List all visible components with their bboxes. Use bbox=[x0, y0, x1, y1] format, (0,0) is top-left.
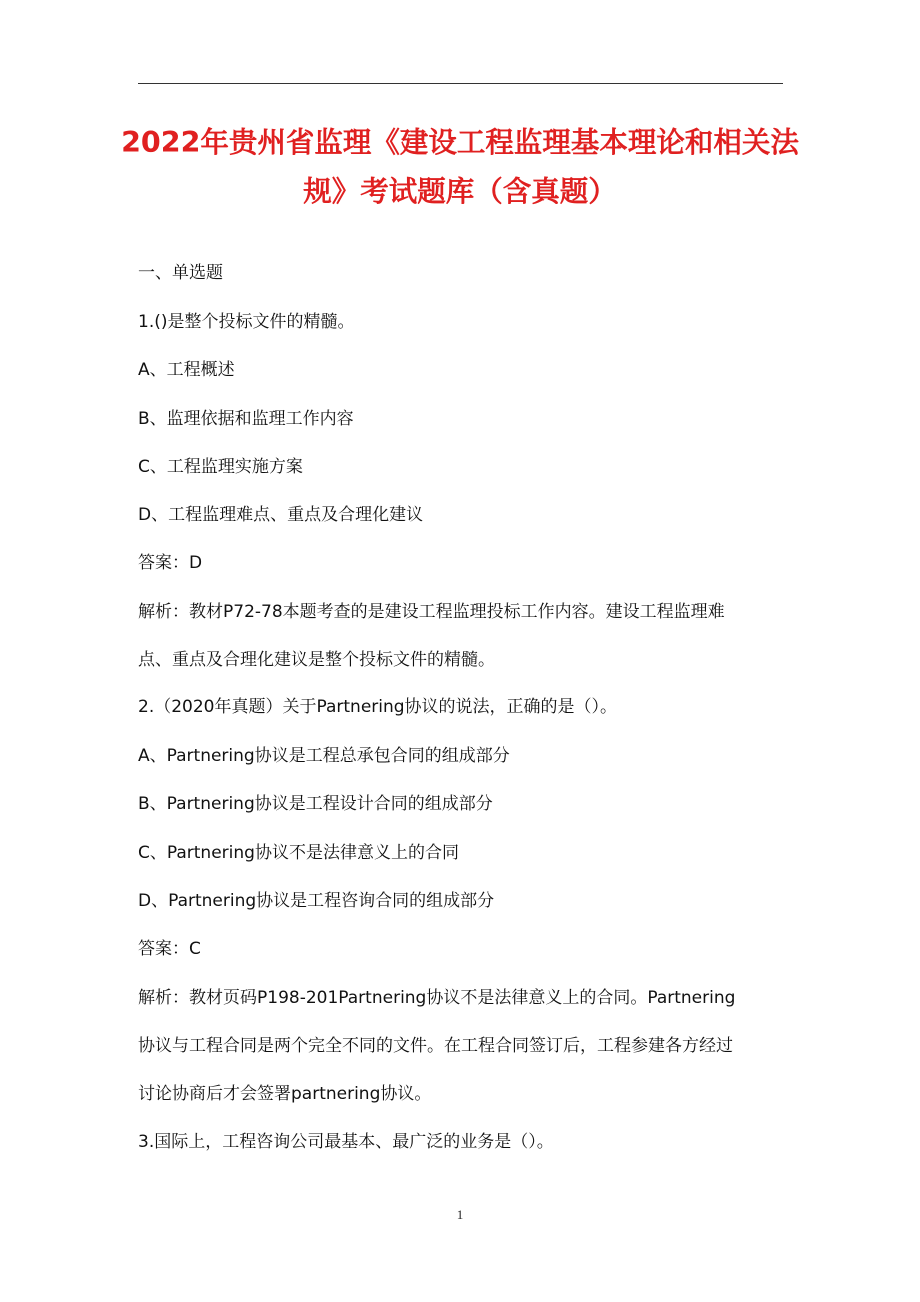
question-2-explanation-line-1: 解析：教材页码P198-201Partnering协议不是法律意义上的合同。Partnering bbox=[138, 988, 736, 1008]
document-title bbox=[120, 118, 800, 216]
question-1-explanation-line-2: 点、重点及合理化建议是整个投标文件的精髓。 bbox=[138, 650, 495, 670]
section-heading: 一、单选题 bbox=[138, 263, 223, 283]
title-line-1: 2022年贵州省监理《建设工程监理基本理论和相关法 bbox=[121, 126, 799, 159]
question-1-explanation-line-1: 解析：教材P72-78本题考查的是建设工程监理投标工作内容。建设工程监理难 bbox=[138, 602, 725, 622]
question-2-option-d: D、Partnering协议是工程咨询合同的组成部分 bbox=[138, 891, 495, 911]
question-2-option-b: B、Partnering协议是工程设计合同的组成部分 bbox=[138, 794, 493, 814]
question-2-option-c: C、Partnering协议不是法律意义上的合同 bbox=[138, 843, 459, 863]
question-2-explanation-line-2: 协议与工程合同是两个完全不同的文件。在工程合同签订后，工程参建各方经过 bbox=[138, 1036, 733, 1056]
question-2-stem: 2.（2020年真题）关于Partnering协议的说法，正确的是（）。 bbox=[138, 697, 618, 717]
question-1-option-c: C、工程监理实施方案 bbox=[138, 457, 303, 477]
header-rule bbox=[138, 83, 783, 84]
question-1-option-a: A、工程概述 bbox=[138, 360, 235, 380]
question-2-option-a: A、Partnering协议是工程总承包合同的组成部分 bbox=[138, 746, 510, 766]
page-number: 1 bbox=[456, 1207, 464, 1222]
question-1-option-d: D、工程监理难点、重点及合理化建议 bbox=[138, 505, 424, 525]
question-2-answer: 答案：C bbox=[138, 939, 201, 959]
question-2-explanation-line-3: 讨论协商后才会签署partnering协议。 bbox=[138, 1084, 432, 1104]
title-line-2: 规》考试题库（含真题） bbox=[303, 175, 617, 208]
question-3-stem: 3.国际上，工程咨询公司最基本、最广泛的业务是（）。 bbox=[138, 1132, 554, 1152]
question-1-answer: 答案：D bbox=[138, 553, 203, 573]
question-1-stem: 1.()是整个投标文件的精髓。 bbox=[138, 312, 355, 332]
question-1-option-b: B、监理依据和监理工作内容 bbox=[138, 409, 354, 429]
